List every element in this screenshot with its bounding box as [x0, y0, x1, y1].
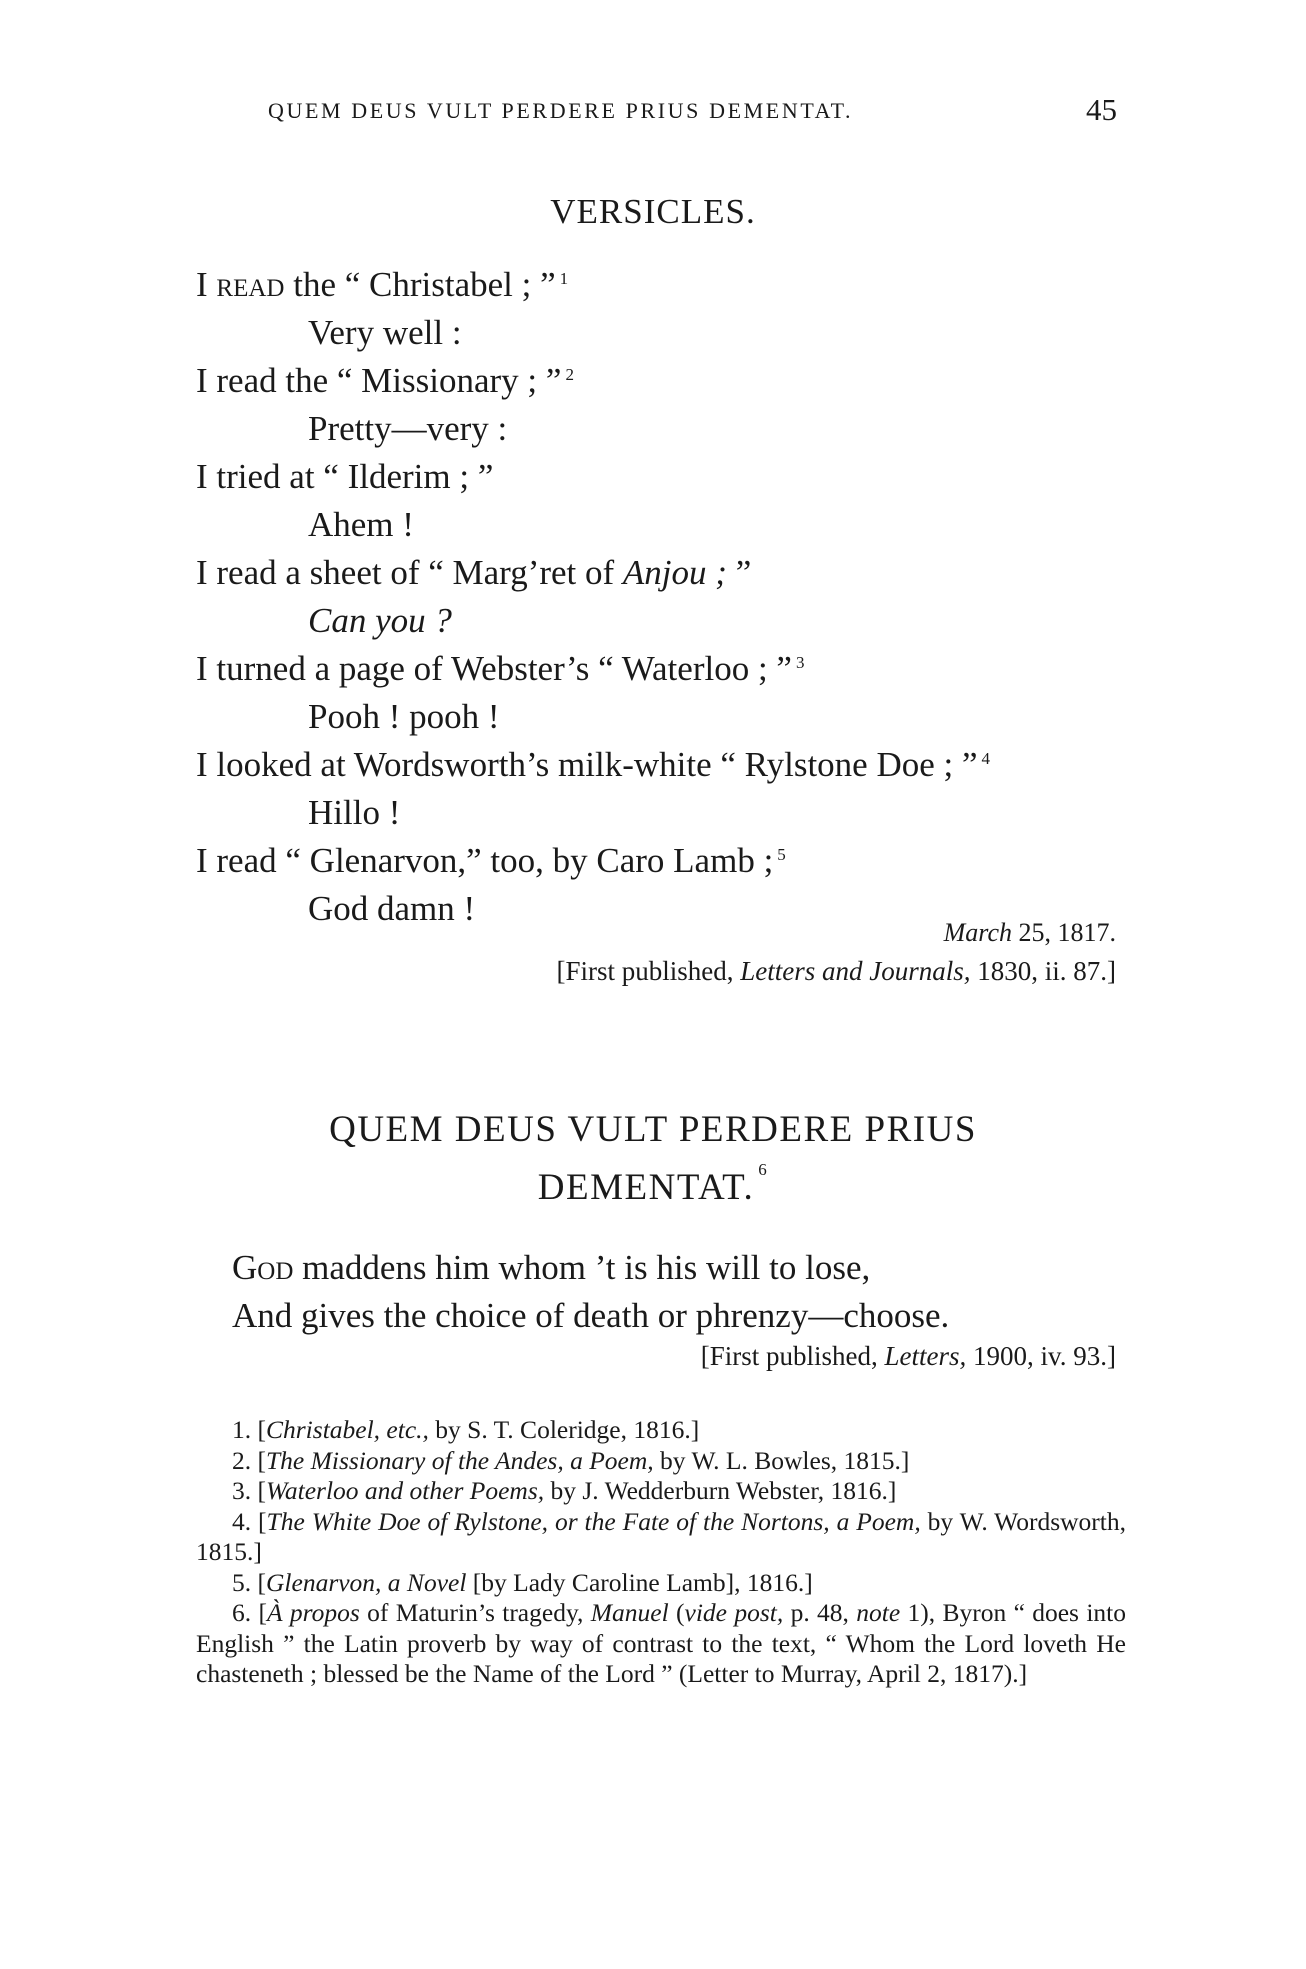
fn-italic: note [856, 1598, 901, 1627]
footnote-5 [196, 1568, 1126, 1599]
page-number: 45 [1086, 92, 1117, 127]
date-rest: 25, 1817. [1018, 918, 1116, 947]
poem-line [196, 453, 1156, 501]
line-text: I tried at “ Ilderim ; ” [196, 457, 494, 496]
poem-line [196, 693, 1156, 741]
poem-line [232, 1244, 949, 1292]
line-italic: Can you ? [308, 601, 452, 640]
fn-text: ( [668, 1598, 685, 1627]
pub-text: [First published, [556, 956, 741, 986]
fn-italic: Manuel [590, 1598, 669, 1627]
fn-num: 3. [ [232, 1476, 266, 1505]
poem-line [196, 789, 1156, 837]
running-title: QUEM DEUS VULT PERDERE PRIUS DEMENTAT. [268, 98, 854, 123]
footnote-2 [196, 1446, 1126, 1477]
poem-line [232, 1292, 949, 1340]
fn-text: of Maturin’s tragedy, [359, 1598, 591, 1627]
fn-italic: À propos [266, 1598, 360, 1627]
pub-title: Letters, [884, 1341, 967, 1371]
line-text: Ahem ! [308, 505, 414, 544]
footnote-6 [196, 1598, 1126, 1690]
pub-text: 1830, ii. 87.] [970, 956, 1116, 986]
fn-num: 5. [ [232, 1567, 266, 1597]
footnote-1 [196, 1415, 1126, 1446]
publication-note [556, 956, 1116, 987]
line-italic: Anjou ; [622, 553, 727, 592]
footnote-ref: 4 [981, 749, 991, 768]
quem-poem [232, 1244, 949, 1340]
fn-text: [by Lady Caroline Lamb], 1816.] [466, 1567, 813, 1597]
quem-title-line-2 [0, 1160, 1306, 1209]
poem-line [196, 741, 1156, 789]
line-text: the “ Christabel ; ” [284, 265, 556, 304]
line-text: I read a sheet of “ Marg’ret of [196, 553, 623, 592]
footnote-ref: 2 [565, 365, 574, 384]
date-month: March [943, 918, 1012, 947]
line-text: Very well : [308, 313, 462, 352]
poem-line [196, 501, 1156, 549]
fn-title: The Missionary of the Andes, a Poem, [266, 1445, 654, 1475]
fn-italic: vide post, [684, 1598, 784, 1627]
line-text: I read “ Glenarvon,” too, by Caro Lamb ; [196, 841, 774, 880]
fn-title: Glenarvon, a Novel [266, 1567, 467, 1597]
line-text: And gives the choice of death or phrenzy—choose. [232, 1296, 950, 1335]
fn-text: by W. L. Bowles, 1815.] [653, 1445, 910, 1475]
pub-text: 1900, iv. 93.] [966, 1341, 1116, 1371]
line-text: I looked at Wordsworth’s milk-white “ Rylstone Doe ; ” [196, 745, 978, 784]
fn-num: 2. [ [232, 1445, 266, 1475]
pub-title: Letters and Journals, [740, 956, 971, 986]
poem-date [944, 918, 1116, 948]
line-small-caps: read [216, 265, 285, 304]
poem-line [196, 645, 1156, 693]
footnote-ref: 3 [795, 653, 805, 672]
footnotes [196, 1415, 1126, 1690]
fn-text: by W. Wordsworth, 1815.] [196, 1506, 1126, 1566]
poem-line [196, 261, 1156, 309]
footnote-ref: 5 [777, 845, 786, 864]
poem-line [196, 405, 1156, 453]
versicles-title: VERSICLES. [550, 192, 756, 231]
poem-line [196, 357, 1156, 405]
line-text: God damn ! [308, 889, 476, 928]
line-text: I turned a page of Webster’s “ Waterloo ; ” [196, 649, 792, 688]
line-small-caps: God [232, 1248, 294, 1287]
title-text: DEMENTAT. [537, 1167, 755, 1208]
poem-line [196, 309, 1156, 357]
fn-title: Waterloo and other Poems, [266, 1476, 545, 1505]
fn-num: 6. [ [232, 1598, 267, 1627]
fn-num: 4. [ [232, 1506, 267, 1536]
line-text: ” [726, 553, 752, 592]
footnote-4 [196, 1507, 1126, 1568]
fn-text: p. 48, [783, 1598, 857, 1627]
poem-line [196, 549, 1156, 597]
line-text: I [196, 265, 217, 304]
line-text: Hillo ! [308, 793, 401, 832]
fn-num: 1. [ [232, 1415, 266, 1444]
pub-text: [First published, [700, 1341, 885, 1371]
quem-title-line-1: QUEM DEUS VULT PERDERE PRIUS [329, 1109, 977, 1150]
fn-title: The White Doe of Rylstone, or the Fate of the Nortons, a Poem, [266, 1506, 921, 1536]
footnote-ref: 1 [559, 269, 569, 288]
line-text: maddens him whom ’t is his will to lose, [293, 1248, 871, 1287]
fn-text: by J. Wedderburn Webster, 1816.] [544, 1476, 897, 1505]
line-text: Pooh ! pooh ! [308, 697, 500, 736]
poem-line [196, 837, 1156, 885]
line-text: Pretty—very : [308, 409, 508, 448]
publication-note [701, 1341, 1116, 1372]
footnote-3 [196, 1476, 1126, 1507]
fn-text: by S. T. Coleridge, 1816.] [428, 1415, 700, 1444]
line-text: I read the “ Missionary ; ” [196, 361, 562, 400]
running-head [0, 92, 1306, 132]
fn-text: 1), Byron “ does into English ” the Latin proverb by way of contrast to the text, “ Whom the Lord loveth He chasteneth ; blessed be the Name of the Lord ” (Letter to Murray, April 2, 1817).] [196, 1598, 1126, 1688]
footnote-ref: 6 [758, 1160, 769, 1179]
versicles-poem [196, 261, 1156, 933]
fn-title: Christabel, etc., [266, 1415, 429, 1444]
poem-line [196, 597, 1156, 645]
